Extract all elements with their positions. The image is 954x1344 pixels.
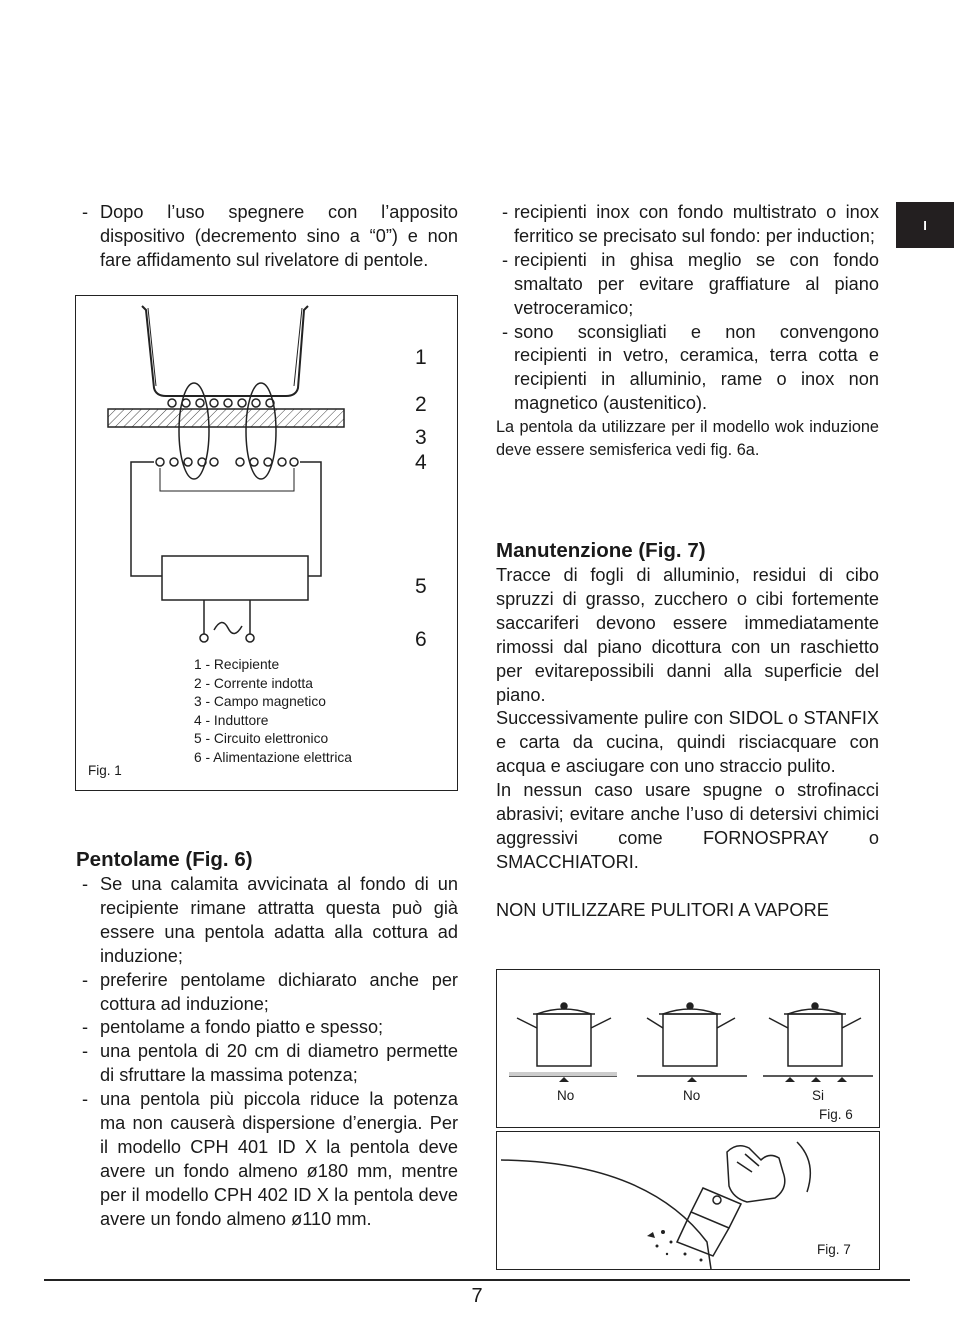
cookware-list — [496, 201, 879, 462]
label-no-2: No — [683, 1088, 701, 1103]
list-item: - pentolame a fondo piatto e spesso; — [82, 1017, 384, 1038]
pentolame-heading: Pentolame (Fig. 6) — [76, 848, 253, 871]
maintenance-paragraph: Tracce di fogli di alluminio, residui di cibo spruzzi di grasso, zucchero o cibi fortemente saccariferi devono essere immediatamente rimossi dal piano dicottura con un raschietto per evitarepossibili danni alla superficie del piano. — [496, 565, 879, 705]
callout-2: 2 — [415, 393, 427, 416]
intro-list — [76, 201, 458, 273]
maintenance-paragraph: Successivamente pulire con SIDOL o STANFIX e carta da cucina, quindi risciacquare con acqua e asciugare con uno straccio pulito. — [496, 708, 879, 777]
figure-1-caption: Fig. 1 — [88, 763, 122, 778]
callout-3: 3 — [415, 426, 427, 449]
figure-1-legend: 1 - Recipiente 2 - Corrente indotta 3 - Campo magnetico 4 - Induttore 5 - Circuito elettronico 6 - Alimentazione elettrica — [194, 657, 352, 765]
list-item: - Se una calamita avvicinata al fondo di un recipiente rimane attratta questa può già essere una pentola adatta alla cottura ad induzione; — [82, 874, 458, 966]
list-item: - sono sconsigliati e non convengono recipienti in vetro, ceramica, terra cotta e recipienti in alluminio, rame o inox non magnetico (austenitico). — [502, 321, 879, 414]
figure-7 — [496, 1131, 880, 1270]
language-tab: I — [896, 202, 954, 248]
figure-7-caption: Fig. 7 — [817, 1242, 851, 1257]
wok-note: La pentola da utilizzare per il modello wok induzione deve essere semisferica vedi fig. 6a. — [496, 418, 879, 460]
manutenzione-section — [496, 538, 879, 923]
pentolame-section — [76, 847, 458, 1232]
label-no-1: No — [557, 1088, 575, 1103]
list-item: - preferire pentolame dichiarato anche per cottura ad induzione; — [82, 969, 458, 1014]
list-item: - una pentola di 20 cm di diametro permette di sfruttare la massima potenza; — [82, 1041, 458, 1086]
manutenzione-heading: Manutenzione (Fig. 7) — [496, 539, 706, 562]
callout-5: 5 — [415, 575, 427, 598]
callout-6: 6 — [415, 628, 427, 651]
footer-rule — [44, 1279, 910, 1281]
figure-6 — [496, 969, 880, 1128]
maintenance-paragraph: In nessun caso usare spugne o strofinacci abrasivi; evitare anche l’uso di detersivi chimici aggressivi come FORNOSPRAY o SMACCHIATORI. — [496, 780, 879, 872]
list-item: - recipienti in ghisa meglio se con fondo smaltato per evitare graffiature al piano vetroceramico; — [502, 249, 879, 318]
callout-4: 4 — [415, 451, 427, 474]
pot-placement-diagram — [497, 970, 879, 1127]
list-item: - Dopo l’uso spegnere con l’apposito dispositivo (decremento sino a “0”) e non fare affidamento sul rivelatore di pentole. — [82, 202, 458, 270]
page-number: 7 — [471, 1285, 483, 1307]
figure-1 — [75, 295, 458, 791]
label-si: Si — [812, 1088, 825, 1103]
callout-1: 1 — [415, 346, 427, 369]
list-item: - recipienti inox con fondo multistrato o inox ferritico se precisato sul fondo: per induction; — [502, 202, 879, 246]
list-item: - una pentola più piccola riduce la potenza ma non causerà dispersione d’energia. Per il modello CPH 401 ID X la pentola deve avere un fondo almeno ø180 mm, mentre per il modello CPH 402 ID X la pentola deve avere un fondo almeno ø110 mm. — [82, 1089, 458, 1229]
figure-6-caption: Fig. 6 — [819, 1107, 853, 1122]
steam-warning: NON UTILIZZARE PULITORI A VAPORE — [496, 899, 829, 920]
